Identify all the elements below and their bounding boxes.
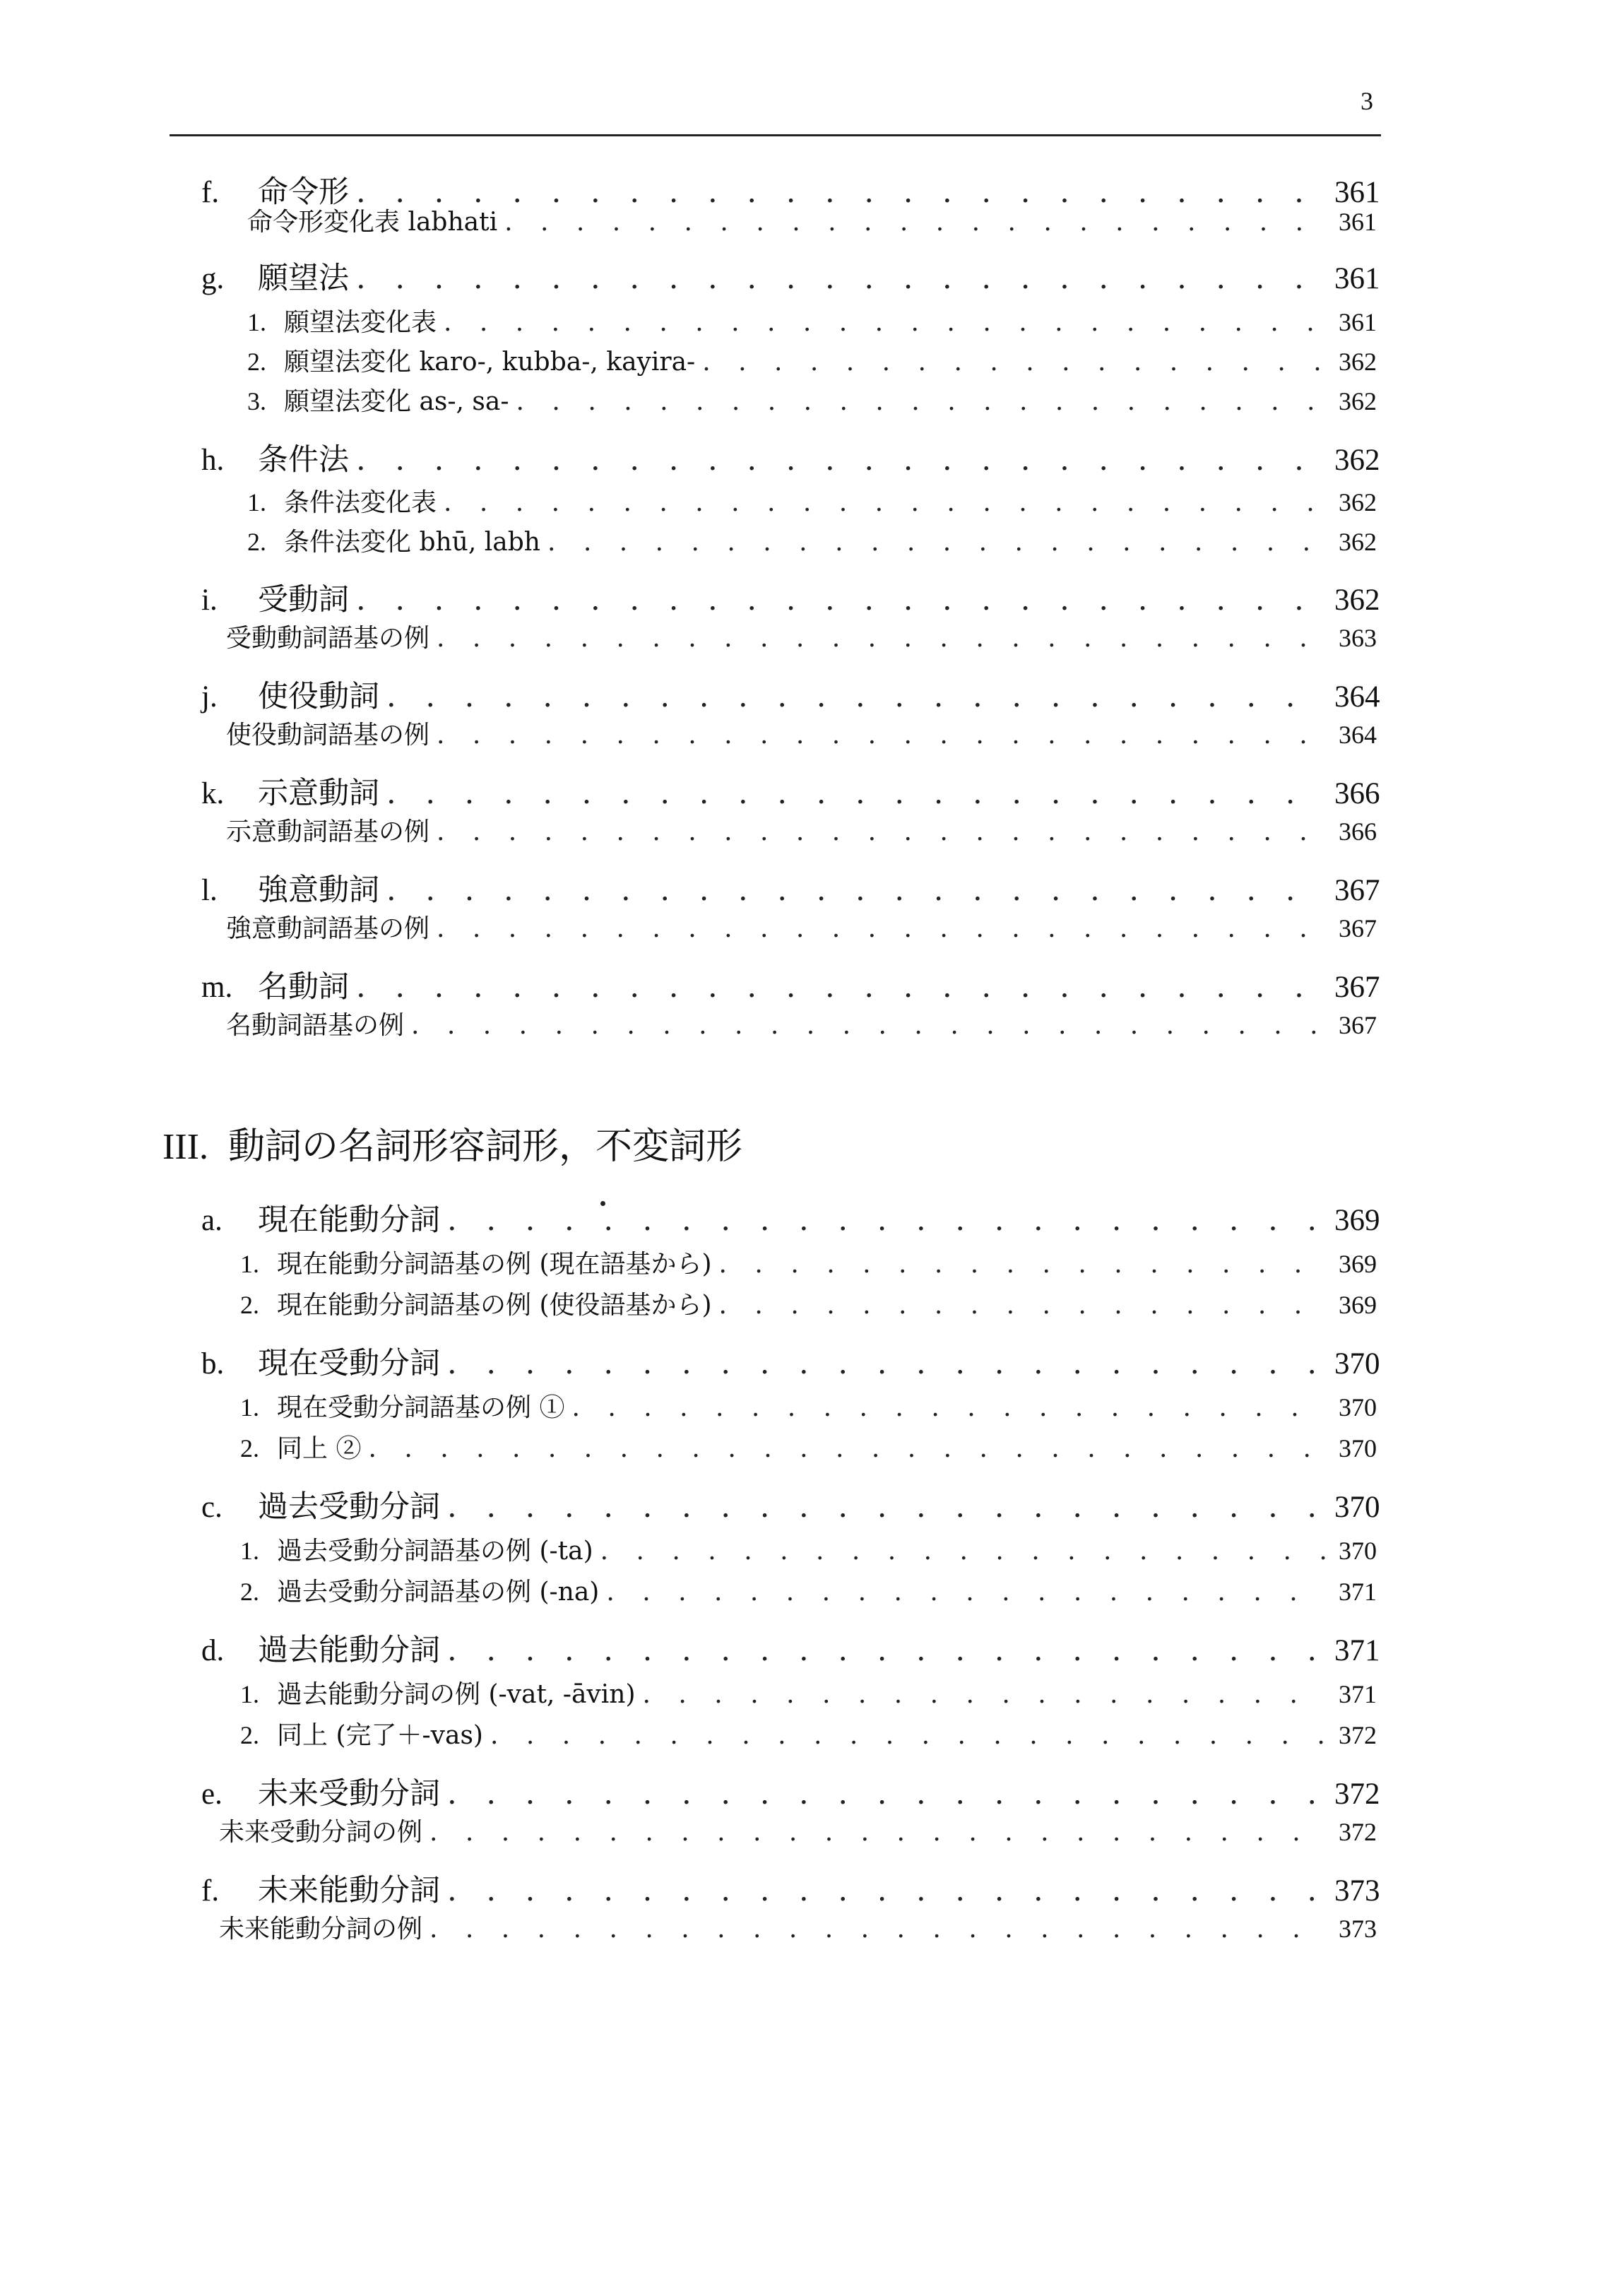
leader-dots [702, 348, 1327, 377]
leader-dots [437, 721, 1327, 750]
toc-section-entry [201, 1770, 1380, 1813]
entry-label [247, 382, 509, 418]
page-reference: 362 [1334, 444, 1380, 477]
entry-title: 未来受動分詞の例 [219, 1818, 423, 1847]
toc-subentry [240, 1715, 1377, 1751]
subentry-number: 1. [240, 1393, 259, 1421]
subentry-number: 2. [240, 1291, 259, 1319]
entry-title: 願望法変化 karo-, kubba-, kayira- [284, 348, 696, 377]
page-reference: 361 [1339, 308, 1377, 336]
leader-dots [719, 1291, 1327, 1320]
leader-dots [444, 488, 1327, 517]
page-reference: 370 [1339, 1393, 1377, 1421]
entry-label [247, 342, 695, 378]
entry-title: 願望法 [258, 261, 349, 296]
page-reference: 369 [1339, 1250, 1377, 1278]
toc-section-entry [201, 1340, 1380, 1383]
toc-section-entry [201, 866, 1380, 909]
entry-title: 未来能動分詞 [258, 1873, 440, 1908]
toc-section-entry [201, 1867, 1380, 1910]
section-letter: i. [201, 584, 218, 617]
leader-dots [437, 624, 1327, 653]
page-reference: 373 [1334, 1874, 1380, 1908]
section-letter: g. [201, 262, 225, 295]
toc-subentry [247, 382, 1377, 418]
page-reference: 367 [1334, 874, 1380, 907]
entry-label [240, 1285, 712, 1321]
page-reference: 373 [1339, 1915, 1377, 1943]
page-reference: 361 [1334, 262, 1380, 295]
entry-label [201, 1483, 440, 1526]
subentry-number: 1. [240, 1250, 259, 1278]
toc-subentry [240, 1572, 1377, 1608]
entry-label [247, 202, 497, 238]
leader-dots [429, 1818, 1327, 1847]
page-reference: 372 [1339, 1721, 1377, 1749]
entry-label [240, 1715, 483, 1751]
toc-subentry [247, 483, 1377, 519]
page-reference: 362 [1339, 348, 1377, 376]
entry-title: 未来能動分詞の例 [219, 1915, 423, 1944]
section-letter: c. [201, 1491, 223, 1524]
entry-label [226, 715, 429, 751]
leader-dots [516, 387, 1327, 416]
entry-title: 現在能動分詞語基の例 (使役語基から) [277, 1291, 712, 1320]
entry-title: 名動詞語基の例 [226, 1011, 405, 1040]
subentry-number: 1. [247, 488, 266, 516]
leader-dots [571, 1393, 1327, 1422]
entry-label [240, 1572, 599, 1608]
entry-label [240, 1429, 361, 1465]
toc-subentry [240, 1531, 1377, 1567]
page-reference: 364 [1339, 721, 1377, 749]
leader-dots [447, 1489, 1327, 1525]
leader-dots [600, 1537, 1327, 1566]
toc-section-entry [201, 673, 1380, 716]
entry-title: 現在能動分詞語基の例 (現在語基から) [277, 1250, 712, 1279]
leader-dots [504, 208, 1327, 237]
entry-title: 受動動詞語基の例 [226, 624, 430, 653]
page-reference: 371 [1339, 1578, 1377, 1606]
page-reference: 362 [1339, 528, 1377, 556]
leader-dots [719, 1250, 1327, 1279]
entry-label [201, 1196, 440, 1239]
toc-subentry [247, 202, 1377, 238]
page-reference: 370 [1339, 1537, 1377, 1565]
toc-subentry [240, 1429, 1377, 1465]
entry-label [219, 1812, 422, 1848]
leader-dots [447, 1202, 1327, 1238]
toc-subentry [240, 1244, 1377, 1280]
page-reference: 372 [1334, 1778, 1380, 1811]
entry-label [201, 963, 349, 1006]
entry-title: 使役動詞 [258, 679, 379, 714]
subentry-number: 1. [247, 308, 266, 336]
toc-subentry [247, 342, 1377, 378]
section-letter: f. [201, 1874, 220, 1908]
leader-dots [447, 1873, 1327, 1908]
page-reference: 367 [1339, 1011, 1377, 1039]
leader-dots [444, 308, 1327, 337]
entry-title: 過去受動分詞語基の例 (-na) [277, 1578, 600, 1607]
toc-subentry [219, 1909, 1377, 1945]
subentry-number: 2. [240, 1721, 259, 1749]
entry-title: 願望法変化表 [284, 308, 437, 337]
leader-dots [447, 1346, 1327, 1381]
entry-title: 現在受動分詞語基の例 ① [277, 1393, 565, 1422]
leader-dots [643, 1680, 1327, 1709]
entry-label [201, 866, 379, 909]
page-reference: 362 [1339, 387, 1377, 415]
entry-title: 条件法変化 bhū, labh [284, 528, 540, 557]
page-reference: 366 [1339, 817, 1377, 846]
subentry-number: 2. [240, 1578, 259, 1606]
leader-dots [547, 528, 1327, 557]
entry-label [226, 1005, 404, 1041]
entry-label [226, 618, 429, 654]
page-reference: 369 [1334, 1204, 1380, 1237]
page-reference: 366 [1334, 777, 1380, 810]
entry-title: 過去受動分詞 [258, 1489, 440, 1525]
subentry-number: 2. [247, 348, 266, 376]
part-numeral: III. [162, 1127, 208, 1167]
entry-title: 命令形変化表 labhati [247, 208, 498, 237]
section-letter: a. [201, 1204, 223, 1237]
toc-subentry [226, 909, 1377, 945]
toc-subentry [240, 1388, 1377, 1424]
entry-label [226, 909, 429, 945]
page-reference: 362 [1334, 584, 1380, 617]
toc-subentry [219, 1812, 1377, 1848]
entry-title: 使役動詞語基の例 [226, 721, 430, 750]
subentry-number: 2. [240, 1434, 259, 1462]
page-reference: 370 [1339, 1434, 1377, 1462]
leader-dots [386, 873, 1327, 908]
leader-dots [437, 914, 1327, 943]
page-reference: 367 [1339, 914, 1377, 942]
toc-subentry [226, 715, 1377, 751]
toc-subentry [247, 522, 1377, 558]
toc-section-entry [201, 1483, 1380, 1526]
toc-section-entry [201, 436, 1380, 479]
entry-title: 過去受動分詞語基の例 (-ta) [277, 1537, 593, 1566]
entry-title: 示意動詞語基の例 [226, 817, 430, 846]
entry-label [219, 1909, 422, 1945]
toc-section-entry [201, 1196, 1380, 1239]
leader-dots [437, 817, 1327, 846]
leader-dots [386, 679, 1327, 714]
entry-label [201, 1867, 440, 1910]
subentry-number: 3. [247, 387, 266, 415]
entry-title: 願望法変化 as-, sa- [284, 387, 509, 416]
toc-section-entry [201, 963, 1380, 1006]
entry-label [240, 1244, 712, 1280]
toc-subentry [240, 1285, 1377, 1321]
toc-section-entry [201, 254, 1380, 297]
page-reference: 372 [1339, 1818, 1377, 1846]
entry-label [247, 483, 437, 519]
leader-dots [606, 1578, 1327, 1607]
entry-title: 受動詞 [258, 582, 349, 617]
entry-title: 命令形 [258, 175, 349, 210]
entry-title: 未来受動分詞 [258, 1776, 440, 1811]
section-letter: h. [201, 444, 225, 477]
entry-label [201, 673, 379, 716]
leader-dots [356, 969, 1327, 1005]
entry-label [201, 254, 349, 297]
entry-title: 示意動詞 [258, 776, 379, 811]
entry-title: 条件法 [258, 442, 349, 478]
leader-dots [356, 261, 1327, 296]
leader-dots [411, 1011, 1327, 1040]
leader-dots [368, 1434, 1327, 1463]
page-reference: 361 [1339, 208, 1377, 236]
subentry-number: 1. [240, 1680, 259, 1708]
toc-subentry [226, 812, 1377, 848]
toc-section-entry [201, 576, 1380, 619]
entry-label [201, 576, 349, 619]
entry-label [201, 436, 349, 479]
entry-title: 強意動詞語基の例 [226, 914, 430, 943]
page-reference: 371 [1334, 1634, 1380, 1667]
leader-dots [356, 442, 1327, 478]
page-reference: 371 [1339, 1680, 1377, 1708]
entry-title: 名動詞 [258, 969, 349, 1005]
page-reference: 362 [1339, 488, 1377, 516]
leader-dots [490, 1721, 1327, 1750]
entry-label [201, 769, 379, 812]
part-heading [162, 1116, 742, 1169]
page-reference: 361 [1334, 176, 1380, 209]
section-letter: b. [201, 1347, 225, 1380]
entry-title: 過去能動分詞の例 (-vat, -āvin) [277, 1680, 636, 1709]
entry-label [201, 1340, 440, 1383]
subentry-number: 1. [240, 1537, 259, 1565]
section-letter: j. [201, 680, 218, 714]
toc-subentry [226, 618, 1377, 654]
leader-dots [447, 1633, 1327, 1668]
page-reference: 370 [1334, 1491, 1380, 1524]
entry-title: 過去能動分詞 [258, 1633, 440, 1668]
toc-subentry [247, 302, 1377, 338]
section-letter: l. [201, 874, 218, 907]
entry-label [240, 1531, 593, 1567]
entry-label [247, 302, 437, 338]
entry-title: 同上 ② [277, 1434, 362, 1463]
leader-dots [386, 776, 1327, 811]
entry-label [201, 1626, 440, 1669]
section-letter: f. [201, 176, 220, 209]
section-letter: d. [201, 1634, 225, 1667]
entry-label [201, 1770, 440, 1813]
entry-label [247, 522, 540, 558]
leader-dots [429, 1915, 1327, 1944]
entry-label [226, 812, 429, 848]
section-letter: m. [201, 971, 233, 1004]
page-reference: 363 [1339, 624, 1377, 652]
toc-subentry [226, 1005, 1377, 1041]
page-reference: 364 [1334, 680, 1380, 714]
page-number: 3 [1361, 87, 1373, 115]
page-reference: 367 [1334, 971, 1380, 1004]
entry-title: 条件法変化表 [284, 488, 437, 517]
entry-label [240, 1674, 636, 1710]
subentry-number: 2. [247, 528, 266, 556]
part-title: 動詞の名詞形容詞形，不変詞形 [227, 1125, 742, 1168]
page-reference: 370 [1334, 1347, 1380, 1380]
toc-section-entry [201, 1626, 1380, 1669]
toc-section-entry [201, 769, 1380, 812]
entry-title: 現在能動分詞 [258, 1202, 440, 1238]
entry-label [240, 1388, 564, 1424]
toc-subentry [240, 1674, 1377, 1710]
entry-title: 現在受動分詞 [258, 1346, 440, 1381]
entry-title: 同上 (完了＋-vas) [277, 1721, 483, 1750]
section-letter: e. [201, 1778, 223, 1811]
section-letter: k. [201, 777, 225, 810]
leader-dots [356, 582, 1327, 617]
header-rule [170, 134, 1381, 136]
page-reference: 369 [1339, 1291, 1377, 1319]
leader-dots [447, 1776, 1327, 1811]
print-speck [600, 1201, 605, 1206]
entry-title: 強意動詞 [258, 873, 379, 908]
